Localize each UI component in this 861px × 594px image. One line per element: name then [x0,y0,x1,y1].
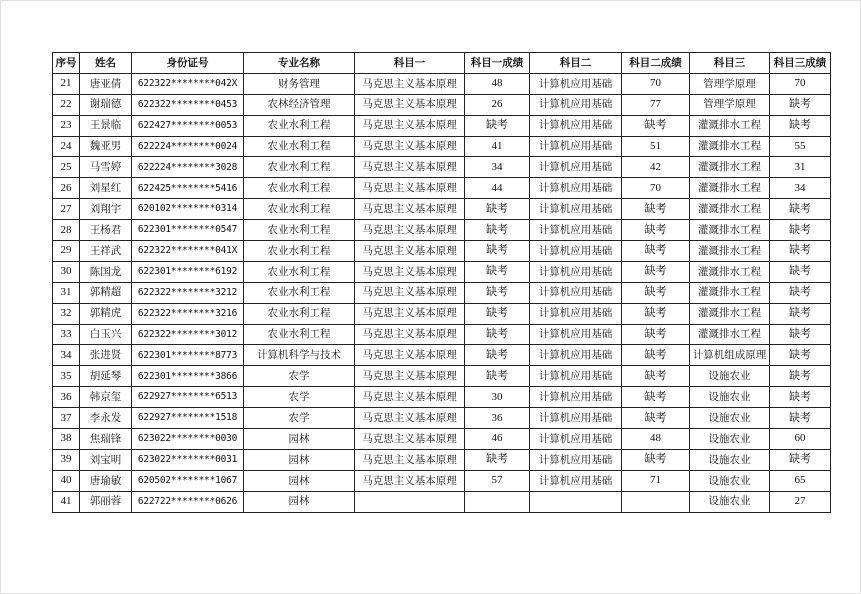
table-row [53,387,831,408]
cell-major: 财务管理 [244,73,355,94]
cell-subject-1 [355,491,465,512]
cell-subject-1: 马克思主义基本原理 [355,324,465,345]
cell-name: 李永发 [80,408,132,429]
header-subject-3: 科目三 [690,53,770,74]
cell-subject-2-score: 42 [622,157,690,178]
cell-id-number: 622322********3216 [132,303,244,324]
cell-subject-2: 计算机应用基础 [530,303,622,324]
cell-subject-3: 灌溉排水工程 [690,303,770,324]
cell-subject-1: 马克思主义基本原理 [355,470,465,491]
cell-id-number: 622322********041X [132,241,244,262]
cell-subject-3: 管理学原理 [690,94,770,115]
cell-subject-3-score: 27 [770,491,831,512]
cell-subject-1-score [465,491,530,512]
cell-name: 郭精虎 [80,303,132,324]
cell-subject-3: 设施农业 [690,491,770,512]
cell-subject-1-score: 34 [465,157,530,178]
cell-subject-2: 计算机应用基础 [530,220,622,241]
cell-subject-1: 马克思主义基本原理 [355,94,465,115]
cell-subject-2-score: 51 [622,136,690,157]
table-row [53,345,831,366]
cell-id-number: 622224********3028 [132,157,244,178]
cell-subject-1: 马克思主义基本原理 [355,157,465,178]
cell-index: 25 [53,157,80,178]
table-body [53,73,831,512]
cell-subject-2: 计算机应用基础 [530,429,622,450]
table-row [53,282,831,303]
cell-subject-1-score: 57 [465,470,530,491]
cell-index: 28 [53,220,80,241]
cell-subject-3-score: 65 [770,470,831,491]
cell-subject-1: 马克思主义基本原理 [355,73,465,94]
cell-name: 马雪婷 [80,157,132,178]
cell-index: 31 [53,282,80,303]
cell-index: 23 [53,115,80,136]
cell-name: 王杨君 [80,220,132,241]
cell-id-number: 622322********3012 [132,324,244,345]
cell-major: 计算机科学与技术 [244,345,355,366]
cell-id-number: 622322********042X [132,73,244,94]
cell-subject-1: 马克思主义基本原理 [355,199,465,220]
cell-subject-1: 马克思主义基本原理 [355,449,465,470]
table-row [53,94,831,115]
cell-index: 38 [53,429,80,450]
cell-subject-3-score: 缺考 [770,241,831,262]
cell-subject-1-score: 46 [465,429,530,450]
cell-subject-3: 设施农业 [690,429,770,450]
cell-subject-2: 计算机应用基础 [530,345,622,366]
cell-name: 陈国龙 [80,261,132,282]
header-subject-2: 科目二 [530,53,622,74]
cell-index: 29 [53,241,80,262]
cell-subject-1: 马克思主义基本原理 [355,136,465,157]
cell-subject-2-score: 缺考 [622,345,690,366]
cell-index: 22 [53,94,80,115]
cell-major: 农业水利工程 [244,157,355,178]
cell-subject-1-score: 缺考 [465,303,530,324]
cell-subject-1: 马克思主义基本原理 [355,345,465,366]
cell-subject-3-score: 缺考 [770,345,831,366]
table-row [53,136,831,157]
cell-subject-1: 马克思主义基本原理 [355,408,465,429]
cell-subject-3-score: 缺考 [770,199,831,220]
cell-index: 21 [53,73,80,94]
cell-subject-1-score: 30 [465,387,530,408]
table-row [53,449,831,470]
table-row [53,115,831,136]
cell-subject-2: 计算机应用基础 [530,199,622,220]
cell-subject-2-score: 缺考 [622,115,690,136]
cell-name: 郭精超 [80,282,132,303]
cell-subject-1-score: 缺考 [465,366,530,387]
cell-major: 农业水利工程 [244,199,355,220]
cell-subject-3: 设施农业 [690,366,770,387]
cell-id-number: 622301********8773 [132,345,244,366]
cell-subject-3-score: 缺考 [770,303,831,324]
cell-subject-2: 计算机应用基础 [530,136,622,157]
cell-major: 农学 [244,366,355,387]
cell-subject-3-score: 缺考 [770,282,831,303]
cell-subject-2: 计算机应用基础 [530,157,622,178]
cell-subject-3-score: 60 [770,429,831,450]
cell-subject-2: 计算机应用基础 [530,73,622,94]
table-row [53,178,831,199]
cell-subject-2-score: 缺考 [622,449,690,470]
cell-major: 农学 [244,408,355,429]
cell-subject-3-score: 55 [770,136,831,157]
cell-major: 农业水利工程 [244,136,355,157]
cell-subject-2-score: 缺考 [622,220,690,241]
cell-subject-1-score: 缺考 [465,241,530,262]
cell-index: 41 [53,491,80,512]
cell-subject-3: 设施农业 [690,387,770,408]
cell-subject-3: 灌溉排水工程 [690,324,770,345]
table-row [53,303,831,324]
header-index: 序号 [53,53,80,74]
header-name: 姓名 [80,53,132,74]
cell-subject-3-score: 70 [770,73,831,94]
cell-id-number: 620102********0314 [132,199,244,220]
cell-subject-3-score: 缺考 [770,408,831,429]
cell-subject-1: 马克思主义基本原理 [355,429,465,450]
cell-subject-1-score: 缺考 [465,324,530,345]
cell-index: 40 [53,470,80,491]
cell-subject-2: 计算机应用基础 [530,282,622,303]
cell-subject-2: 计算机应用基础 [530,261,622,282]
cell-subject-3-score: 缺考 [770,324,831,345]
cell-index: 34 [53,345,80,366]
cell-subject-1: 马克思主义基本原理 [355,387,465,408]
cell-name: 刘星红 [80,178,132,199]
cell-subject-3: 灌溉排水工程 [690,157,770,178]
cell-major: 园林 [244,470,355,491]
cell-index: 26 [53,178,80,199]
cell-subject-1-score: 缺考 [465,115,530,136]
cell-subject-3-score: 缺考 [770,366,831,387]
cell-subject-1-score: 缺考 [465,449,530,470]
cell-subject-1-score: 48 [465,73,530,94]
table-header-row [53,53,831,74]
header-id-number: 身份证号 [132,53,244,74]
cell-name: 唐亚倩 [80,73,132,94]
cell-subject-2-score: 缺考 [622,303,690,324]
table-row [53,429,831,450]
cell-name: 谢瑞德 [80,94,132,115]
cell-subject-2-score: 缺考 [622,324,690,345]
cell-subject-2: 计算机应用基础 [530,408,622,429]
cell-subject-2-score: 缺考 [622,261,690,282]
cell-subject-2-score: 48 [622,429,690,450]
cell-major: 农业水利工程 [244,115,355,136]
cell-subject-1: 马克思主义基本原理 [355,261,465,282]
cell-major: 农林经济管理 [244,94,355,115]
cell-id-number: 622427********0053 [132,115,244,136]
cell-subject-3: 设施农业 [690,470,770,491]
cell-name: 王景临 [80,115,132,136]
cell-subject-3-score: 34 [770,178,831,199]
cell-major: 园林 [244,491,355,512]
cell-id-number: 622322********3212 [132,282,244,303]
cell-subject-1-score: 26 [465,94,530,115]
cell-subject-3: 灌溉排水工程 [690,241,770,262]
cell-subject-1-score: 缺考 [465,345,530,366]
score-table [52,52,831,513]
cell-subject-2-score [622,491,690,512]
cell-index: 32 [53,303,80,324]
cell-subject-2 [530,491,622,512]
cell-name: 白玉兴 [80,324,132,345]
cell-id-number: 623022********0031 [132,449,244,470]
cell-subject-2: 计算机应用基础 [530,324,622,345]
cell-subject-1: 马克思主义基本原理 [355,115,465,136]
cell-subject-2-score: 70 [622,178,690,199]
cell-index: 27 [53,199,80,220]
cell-name: 王祥武 [80,241,132,262]
cell-major: 农学 [244,387,355,408]
cell-subject-1-score: 41 [465,136,530,157]
cell-subject-2-score: 缺考 [622,387,690,408]
cell-subject-2: 计算机应用基础 [530,115,622,136]
cell-subject-2-score: 缺考 [622,199,690,220]
cell-id-number: 620502********1067 [132,470,244,491]
cell-subject-3-score: 缺考 [770,261,831,282]
cell-subject-3-score: 缺考 [770,220,831,241]
cell-index: 39 [53,449,80,470]
cell-name: 刘宝明 [80,449,132,470]
cell-subject-1: 马克思主义基本原理 [355,366,465,387]
cell-subject-3: 灌溉排水工程 [690,178,770,199]
cell-name: 焦瑞锋 [80,429,132,450]
table-row [53,73,831,94]
cell-id-number: 623022********0030 [132,429,244,450]
header-subject-3-score: 科目三成绩 [770,53,831,74]
cell-major: 园林 [244,429,355,450]
cell-subject-3: 灌溉排水工程 [690,115,770,136]
cell-index: 35 [53,366,80,387]
table-row [53,220,831,241]
cell-subject-2: 计算机应用基础 [530,449,622,470]
cell-id-number: 622927********6513 [132,387,244,408]
cell-subject-2-score: 缺考 [622,408,690,429]
cell-subject-3: 灌溉排水工程 [690,220,770,241]
cell-subject-3-score: 缺考 [770,94,831,115]
table-row [53,324,831,345]
cell-subject-3-score: 31 [770,157,831,178]
cell-subject-2: 计算机应用基础 [530,387,622,408]
header-subject-1: 科目一 [355,53,465,74]
cell-id-number: 622301********0547 [132,220,244,241]
table-row [53,261,831,282]
cell-subject-1-score: 44 [465,178,530,199]
cell-name: 郭丽蓉 [80,491,132,512]
table-row [53,366,831,387]
cell-name: 胡延琴 [80,366,132,387]
cell-subject-1: 马克思主义基本原理 [355,303,465,324]
cell-subject-3: 灌溉排水工程 [690,282,770,303]
table-row [53,199,831,220]
header-subject-2-score: 科目二成绩 [622,53,690,74]
cell-subject-2: 计算机应用基础 [530,470,622,491]
cell-id-number: 622301********6192 [132,261,244,282]
cell-subject-3: 计算机组成原理 [690,345,770,366]
cell-name: 韩京玺 [80,387,132,408]
cell-subject-3: 管理学原理 [690,73,770,94]
cell-subject-3: 灌溉排水工程 [690,261,770,282]
cell-name: 张进贤 [80,345,132,366]
cell-subject-1-score: 缺考 [465,199,530,220]
cell-major: 农业水利工程 [244,241,355,262]
cell-major: 农业水利工程 [244,261,355,282]
table-row [53,470,831,491]
cell-subject-2-score: 71 [622,470,690,491]
cell-subject-2-score: 缺考 [622,366,690,387]
cell-subject-1-score: 36 [465,408,530,429]
cell-index: 33 [53,324,80,345]
cell-id-number: 622927********1518 [132,408,244,429]
table-row [53,408,831,429]
table-row [53,157,831,178]
cell-subject-3-score: 缺考 [770,387,831,408]
cell-id-number: 622322********0453 [132,94,244,115]
cell-name: 唐瑜敏 [80,470,132,491]
cell-subject-2: 计算机应用基础 [530,178,622,199]
cell-id-number: 622722********0626 [132,491,244,512]
cell-subject-2: 计算机应用基础 [530,241,622,262]
cell-id-number: 622425********5416 [132,178,244,199]
cell-major: 园林 [244,449,355,470]
cell-subject-2-score: 缺考 [622,282,690,303]
cell-subject-3-score: 缺考 [770,115,831,136]
cell-subject-3: 设施农业 [690,408,770,429]
cell-subject-3: 设施农业 [690,449,770,470]
cell-subject-3-score: 缺考 [770,449,831,470]
cell-subject-1: 马克思主义基本原理 [355,220,465,241]
cell-major: 农业水利工程 [244,220,355,241]
header-major: 专业名称 [244,53,355,74]
cell-name: 魏亚男 [80,136,132,157]
cell-index: 36 [53,387,80,408]
cell-id-number: 622301********3866 [132,366,244,387]
cell-subject-2-score: 77 [622,94,690,115]
table-row [53,491,831,512]
cell-subject-1: 马克思主义基本原理 [355,282,465,303]
cell-name: 刘翔宇 [80,199,132,220]
cell-subject-2: 计算机应用基础 [530,94,622,115]
cell-index: 24 [53,136,80,157]
cell-major: 农业水利工程 [244,303,355,324]
cell-subject-1-score: 缺考 [465,282,530,303]
cell-subject-1-score: 缺考 [465,261,530,282]
cell-subject-2-score: 缺考 [622,241,690,262]
cell-subject-1: 马克思主义基本原理 [355,241,465,262]
cell-index: 30 [53,261,80,282]
cell-subject-1-score: 缺考 [465,220,530,241]
cell-id-number: 622224********0024 [132,136,244,157]
cell-major: 农业水利工程 [244,324,355,345]
cell-index: 37 [53,408,80,429]
table-row [53,241,831,262]
cell-subject-1: 马克思主义基本原理 [355,178,465,199]
cell-subject-2-score: 70 [622,73,690,94]
cell-major: 农业水利工程 [244,178,355,199]
cell-major: 农业水利工程 [244,282,355,303]
cell-subject-3: 灌溉排水工程 [690,199,770,220]
cell-subject-2: 计算机应用基础 [530,366,622,387]
header-subject-1-score: 科目一成绩 [465,53,530,74]
cell-subject-3: 灌溉排水工程 [690,136,770,157]
